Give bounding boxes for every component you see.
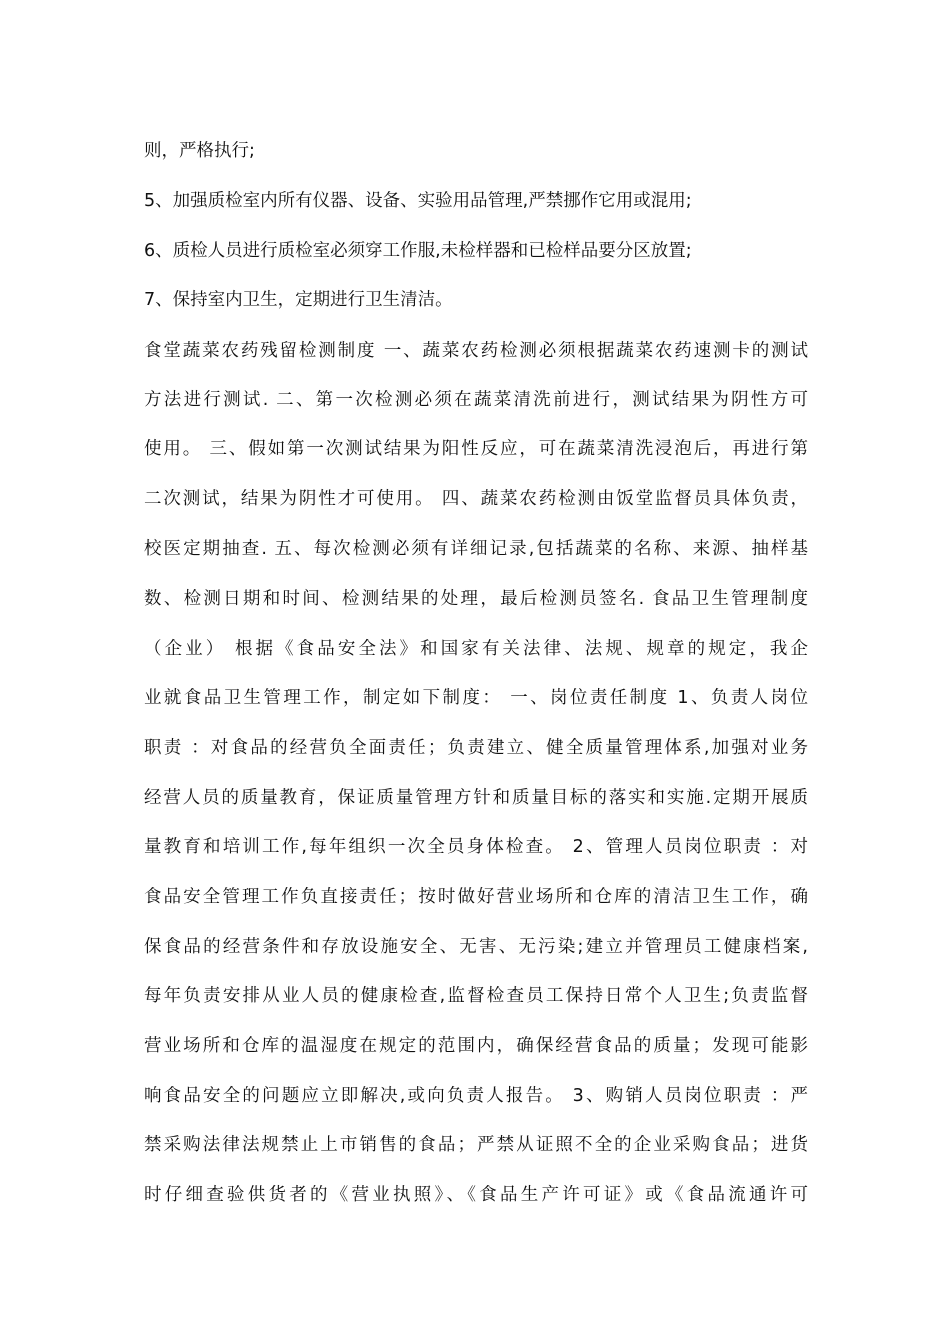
text-line-18: 每年负责安排从业人员的健康检查,监督检查员工保持日常个人卫生;负责监督: [144, 986, 808, 1006]
text-line-20: 响食品安全的问题应立即解决,或向负责人报告。 3、购销人员岗位职责 ：严: [144, 1086, 808, 1106]
text-line-6: 方法进行测试. 二、第一次检测必须在蔬菜清洗前进行，测试结果为阴性方可: [144, 390, 808, 410]
text-line-11: （企业） 根据《食品安全法》和国家有关法律、法规、规章的规定，我企: [144, 639, 808, 659]
text-line-9: 校医定期抽查. 五、每次检测必须有详细记录,包括蔬菜的名称、来源、抽样基: [144, 539, 808, 559]
text-line-5: 食堂蔬菜农药残留检测制度 一、蔬菜农药检测必须根据蔬菜农药速测卡的测试: [144, 341, 808, 361]
text-line-3: 6、质检人员进行质检室必须穿工作服,未检样器和已检样品要分区放置;: [144, 241, 692, 261]
text-line-7: 使用。 三、假如第一次测试结果为阳性反应，可在蔬菜清洗浸泡后，再进行第: [144, 439, 808, 459]
text-line-12: 业就食品卫生管理工作，制定如下制度： 一、岗位责任制度 1、负责人岗位: [144, 688, 808, 708]
text-line-19: 营业场所和仓库的温湿度在规定的范围内，确保经营食品的质量；发现可能影: [144, 1036, 808, 1056]
text-line-8: 二次测试，结果为阴性才可使用。 四、蔬菜农药检测由饭堂监督员具体负责，: [144, 489, 808, 509]
text-line-21: 禁采购法律法规禁止上市销售的食品；严禁从证照不全的企业采购食品；进货: [144, 1135, 808, 1155]
text-line-16: 食品安全管理工作负直接责任；按时做好营业场所和仓库的清洁卫生工作，确: [144, 887, 808, 907]
text-line-22: 时仔细查验供货者的《营业执照》、《食品生产许可证》或《食品流通许可: [144, 1185, 808, 1205]
text-line-10: 数、检测日期和时间、检测结果的处理，最后检测员签名. 食品卫生管理制度: [144, 589, 808, 609]
text-line-15: 量教育和培训工作,每年组织一次全员身体检查。 2、管理人员岗位职责 ：对: [144, 837, 808, 857]
text-line-1: 则，严格执行;: [144, 141, 255, 161]
text-line-2: 5、加强质检室内所有仪器、设备、实验用品管理,严禁挪作它用或混用;: [144, 191, 692, 211]
text-line-17: 保食品的经营条件和存放设施安全、无害、无污染;建立并管理员工健康档案,: [144, 937, 808, 957]
text-line-13: 职责 ：对食品的经营负全面责任；负责建立、健全质量管理体系,加强对业务: [144, 738, 808, 758]
text-line-4: 7、保持室内卫生，定期进行卫生清洁。: [144, 290, 453, 310]
text-line-14: 经营人员的质量教育，保证质量管理方针和质量目标的落实和实施.定期开展质: [144, 788, 808, 808]
